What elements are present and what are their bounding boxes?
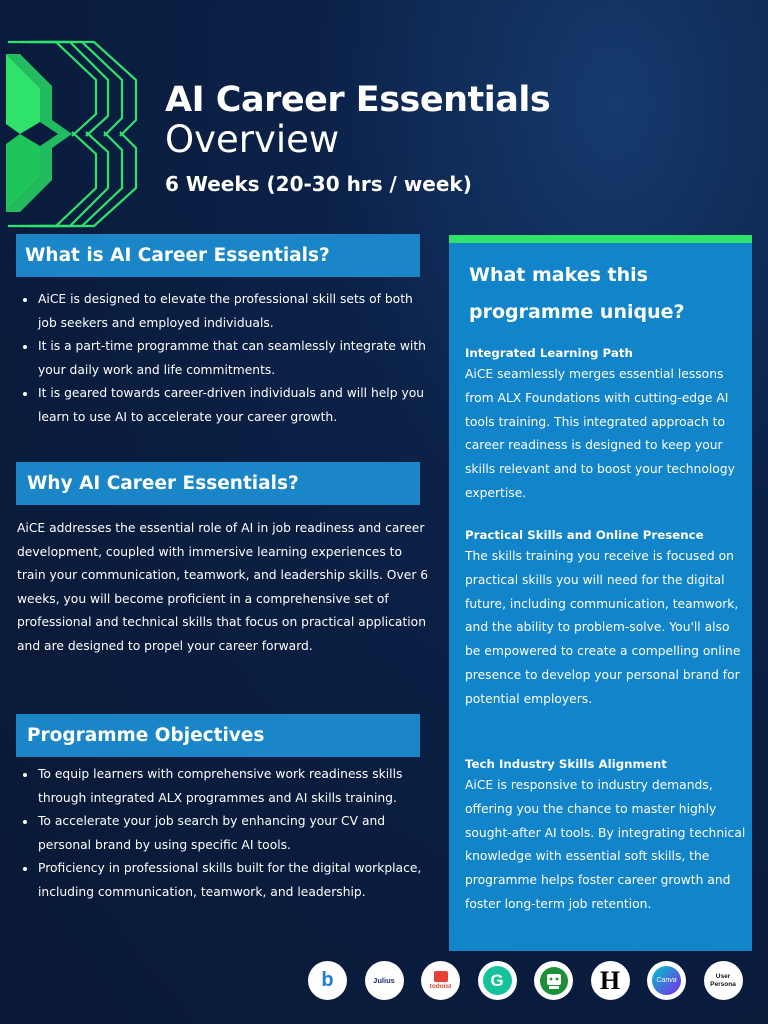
list-item: AiCE is designed to elevate the professional skill sets of both job seekers and employed individuals. — [20, 288, 428, 335]
h-logo-label: H — [599, 965, 621, 995]
what-bullet-list — [20, 288, 428, 429]
list-item: It is a part-time programme that can seamlessly integrate with your daily work and life commitments. — [20, 335, 428, 382]
page-title: AI Career Essentials — [165, 80, 551, 120]
list-item: Proficiency in professional skills built for the digital workplace, including communication, teamwork, and leadership. — [20, 857, 428, 904]
chatbot-icon — [534, 961, 573, 1000]
unique-panel — [449, 235, 752, 951]
todoist-icon-label: todoist — [429, 983, 452, 990]
unique-block-practical — [465, 525, 747, 712]
chatbot-glyph — [539, 966, 569, 996]
page-subtitle: Overview — [165, 118, 340, 161]
why-paragraph: AiCE addresses the essential role of AI in job readiness and career development, coupled with immersive learning experiences to train your communication, teamwork, and leadership skills. Over 6 weeks, you will become proficient in a comprehensive set of professional and technical skills that focus on practical application and are designed to propel your career forward. — [17, 521, 429, 653]
canva-icon-label: Canva — [656, 977, 677, 984]
section-heading-why: Why AI Career Essentials? — [16, 462, 420, 505]
ai-tools-row — [308, 961, 758, 1001]
list-item: It is geared towards career-driven individuals and will help you learn to use AI to accelerate your career growth. — [20, 382, 428, 429]
alx-logo-icon — [0, 36, 150, 231]
unique-block-text: AiCE seamlessly merges essential lessons from ALX Foundations with cutting-edge AI tools training. This integrated approach to career readiness is designed to keep your skills relevant and to boost your technology expertise. — [465, 367, 735, 500]
bing-icon — [308, 961, 347, 1000]
unique-block-integrated — [465, 343, 747, 506]
grammarly-icon-label: G — [490, 970, 504, 990]
unique-block-text: The skills training you receive is focused on practical skills you will need for the digital future, including communication, teamwork, and the ability to problem-solve. You'll also be empowered to create a compelling online presence to develop your personal brand for potential employers. — [465, 549, 741, 706]
unique-block-subtitle: Practical Skills and Online Presence — [465, 528, 704, 542]
unique-block-subtitle: Integrated Learning Path — [465, 346, 633, 360]
julius-icon — [365, 961, 404, 1000]
user-persona-icon — [704, 961, 743, 1000]
list-item: To equip learners with comprehensive work readiness skills through integrated ALX programmes and AI skills training. — [20, 763, 428, 810]
julius-icon-label: Julius — [373, 976, 395, 985]
canva-icon — [647, 961, 686, 1000]
unique-block-subtitle: Tech Industry Skills Alignment — [465, 757, 667, 771]
section-heading-what: What is AI Career Essentials? — [16, 234, 420, 277]
bing-icon-label: b — [321, 969, 334, 991]
unique-block-text: AiCE is responsive to industry demands, offering you the chance to master highly sought-after AI tools. By integrating technical knowledge with essential soft skills, the programme helps foster career growth and foster long-term job retention. — [465, 778, 746, 911]
objectives-bullet-list — [20, 763, 428, 904]
grammarly-icon — [478, 961, 517, 1000]
unique-block-alignment — [465, 754, 747, 917]
list-item: To accelerate your job search by enhancing your CV and personal brand by using specific AI tools. — [20, 810, 428, 857]
programme-duration: 6 Weeks (20-30 hrs / week) — [165, 172, 472, 196]
user-persona-label: User Persona — [710, 972, 736, 988]
section-heading-objectives: Programme Objectives — [16, 714, 420, 757]
todoist-icon — [421, 961, 460, 1000]
unique-panel-title: What makes this programme unique? — [469, 264, 685, 323]
h-logo-icon — [591, 961, 630, 1000]
